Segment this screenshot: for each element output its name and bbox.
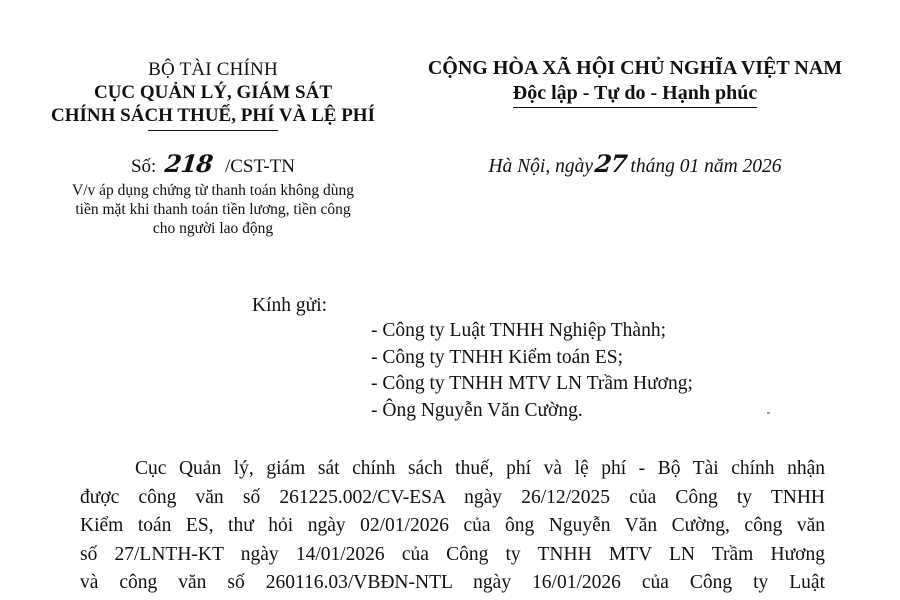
agency-underline (148, 130, 278, 131)
letter-body (80, 455, 825, 598)
recipient-item: - Ông Nguyễn Văn Cường. (371, 399, 583, 421)
body-line: Cục Quản lý, giám sát chính sách thuế, phí và lệ phí - Bộ Tài chính nhận (135, 458, 825, 479)
department-name-line1: CỤC QUẢN LÝ, GIÁM SÁT (93, 82, 333, 103)
date-suffix: tháng 01 năm 2026 (630, 156, 782, 177)
body-line: và công văn số 260116.03/VBĐN-NTL ngày 16/01/2026 của Công ty Luật (80, 572, 825, 593)
national-title-header (405, 56, 865, 108)
document-number-suffix: /CST-TN (224, 156, 295, 177)
subject-line: tiền mặt khi thanh toán tiền lương, tiền công (75, 201, 351, 218)
recipients-label: Kính gửi: (252, 295, 328, 316)
subject-line: V/v áp dụng chứng từ thanh toán không dùng (72, 182, 354, 199)
recipient-item: - Công ty Luật TNHH Nghiệp Thành; (371, 320, 666, 341)
handwritten-number: 218 (163, 149, 214, 178)
ministry-name: BỘ TÀI CHÍNH (148, 59, 278, 80)
national-motto: Độc lập - Tự do - Hạnh phúc (513, 81, 757, 108)
body-line: được công văn số 261225.002/CV-ESA ngày 26/12/2025 của Công ty TNHH (80, 486, 825, 508)
republic-title: CỘNG HÒA XÃ HỘI CHỦ NGHĨA VIỆT NAM (427, 57, 843, 79)
issuing-agency-header (22, 58, 404, 127)
recipients-list (371, 318, 693, 424)
recipient-item: - Công ty TNHH MTV LN Trầm Hương; (371, 373, 693, 394)
subject-line: cho người lao động (152, 220, 274, 237)
department-name-line2: CHÍNH SÁCH THUẾ, PHÍ VÀ LỆ PHÍ (51, 105, 375, 126)
scan-speck (767, 412, 770, 414)
document-subject (22, 181, 404, 238)
document-number-prefix: Số: (130, 156, 157, 177)
body-line: số 27/LNTH-KT ngày 14/01/2026 của Công ty TNHH MTV LN Trầm Hương (80, 543, 825, 565)
body-line: Kiểm toán ES, thư hỏi ngày 02/01/2026 của ông Nguyễn Văn Cường, công văn (80, 515, 825, 536)
handwritten-day: 27 (593, 149, 628, 178)
date-prefix: Hà Nội, ngày (488, 156, 593, 177)
document-number (22, 150, 404, 181)
recipient-item: - Công ty TNHH Kiểm toán ES; (371, 346, 624, 368)
issue-date (405, 150, 865, 181)
